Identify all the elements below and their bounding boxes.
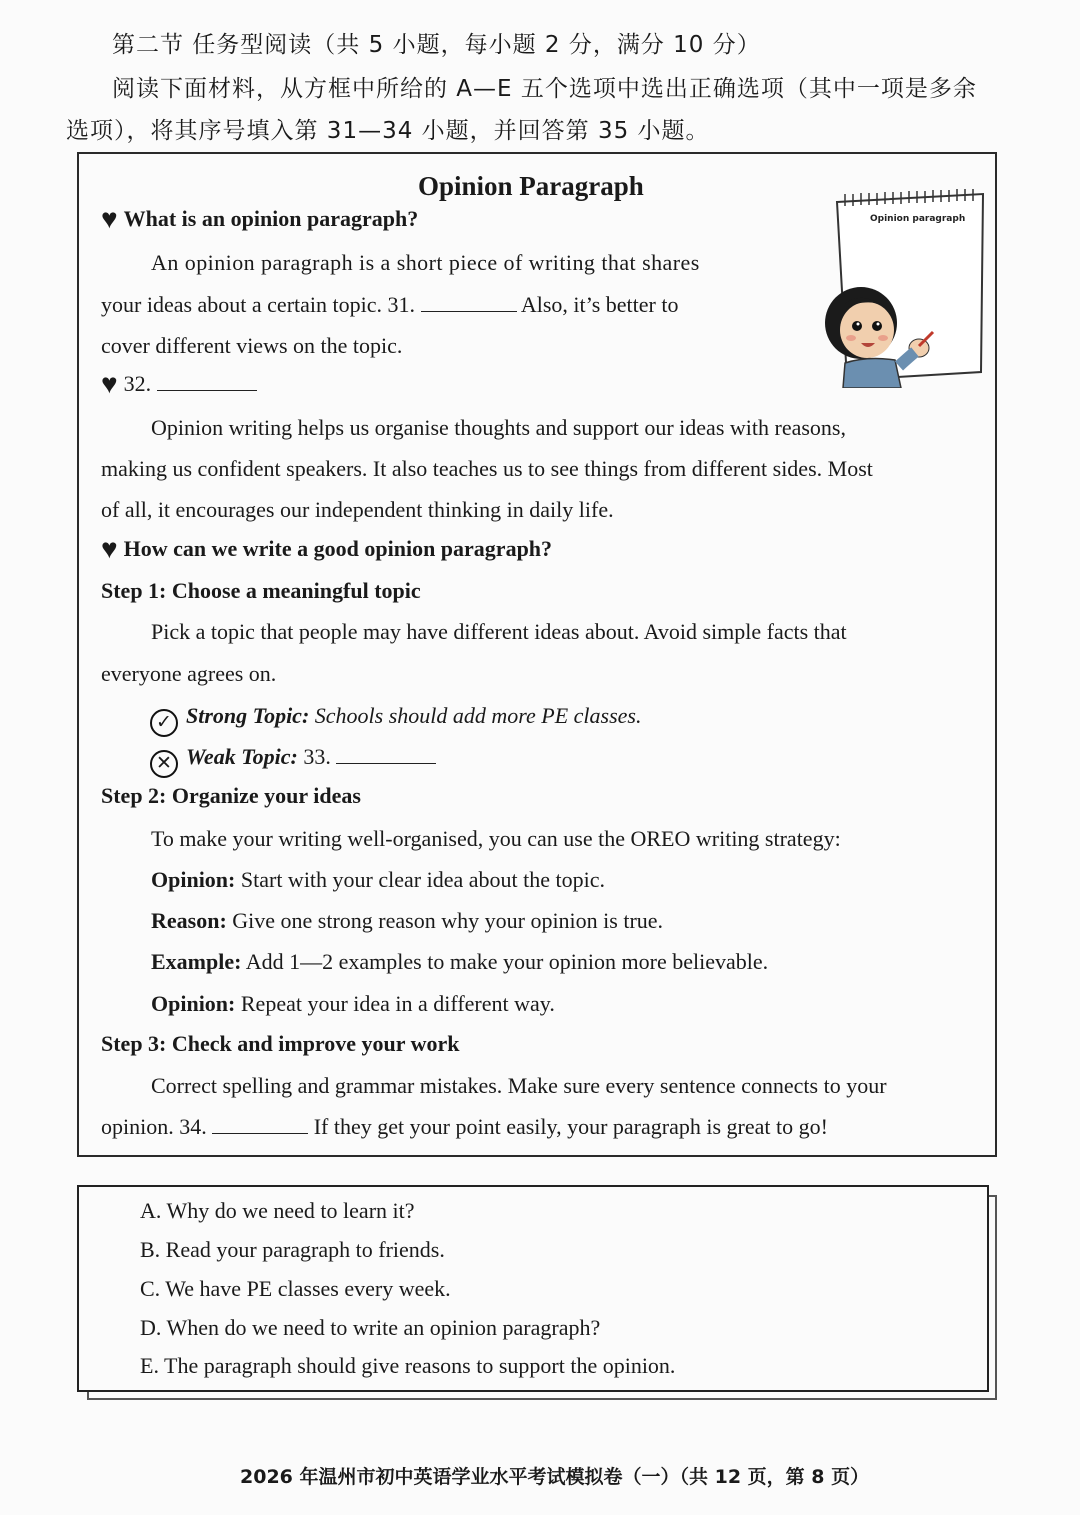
p2-line-3: of all, it encourages our independent thinking in daily life. [101,497,614,522]
strong-topic-label: Strong Topic: [186,703,310,728]
passage-title: Opinion Paragraph [418,171,644,201]
svg-text:Opinion paragraph: Opinion paragraph [870,214,966,224]
answer-blank-32[interactable] [157,372,257,391]
oreo-reason-row [151,908,663,934]
cross-circle-icon: ✕ [150,750,178,778]
q2-heading-text: 32. [123,371,152,396]
step1-line-1: Pick a topic that people may have different ideas about. Avoid simple facts that [151,619,847,644]
oreo-label: Example: [151,949,242,974]
oreo-text: Give one strong reason why your opinion is true. [232,908,664,933]
step3-label: Step 3: [101,1031,167,1056]
p2-line-2: making us confident speakers. It also teaches us to see things from different sides. Most [101,456,873,481]
weak-topic-label: Weak Topic: [186,744,298,769]
oreo-text: Add 1—2 examples to make your opinion more believable. [245,949,769,974]
option-a: A. Why do we need to learn it? [140,1198,415,1223]
p1-line-2-start: your ideas about a certain topic. 31. [101,292,416,317]
q2-heading [101,371,257,399]
oreo-label: Opinion: [151,867,236,892]
step2-intro: To make your writing well-organised, you can use the OREO writing strategy: [151,826,841,851]
heart-icon: ♥ [101,369,118,400]
step1-line-2: everyone agrees on. [101,661,277,686]
oreo-example-row [151,949,768,975]
check-circle-icon: ✓ [150,709,178,737]
option-d: D. When do we need to write an opinion paragraph? [140,1315,601,1340]
p1-line-2-end: Also, it’s better to [520,292,679,317]
step3-title: Check and improve your work [171,1031,460,1056]
step1-heading [101,578,421,604]
q1-heading [101,206,418,234]
oreo-text: Start with your clear idea about the topic. [240,867,605,892]
step1-title: Choose a meaningful topic [171,578,421,603]
p2-line-1: Opinion writing helps us organise thoughts and support our ideas with reasons, [151,415,846,440]
step1-label: Step 1: [101,578,167,603]
instructions-line-1: 阅读下面材料，从方框中所给的 A—E 五个选项中选出正确选项（其中一项是多余 [112,76,977,102]
step3-heading [101,1031,460,1057]
step3-line-2-start: opinion. 34. [101,1114,207,1139]
option-e: E. The paragraph should give reasons to support the opinion. [140,1353,676,1378]
step2-title: Organize your ideas [171,783,361,808]
p1-line-3: cover different views on the topic. [101,333,403,358]
weak-topic-row [150,744,436,778]
option-c: C. We have PE classes every week. [140,1276,451,1301]
q1-heading-text: What is an opinion paragraph? [123,206,419,231]
heart-icon: ♥ [101,204,118,235]
step3-line-2-end: If they get your point easily, your paragraph is great to go! [313,1114,828,1139]
step3-line-1: Correct spelling and grammar mistakes. Make sure every sentence connects to your [151,1073,887,1098]
instructions-line-2: 选项），将其序号填入第 31—34 小题，并回答第 35 小题。 [66,118,710,144]
step2-heading [101,783,361,809]
answer-blank-33[interactable] [336,745,436,764]
oreo-text: Repeat your idea in a different way. [240,991,555,1016]
oreo-label: Opinion: [151,991,236,1016]
weak-topic-number: 33. [303,744,331,769]
heart-icon: ♥ [101,534,118,565]
oreo-opinion-repeat-row [151,991,555,1017]
oreo-opinion-row [151,867,605,893]
page-footer: 2026 年温州市初中英语学业水平考试模拟卷（一）（共 12 页，第 8 页） [240,1466,870,1488]
answer-blank-34[interactable] [212,1115,308,1134]
step2-label: Step 2: [101,783,167,808]
answer-blank-31[interactable] [421,293,517,312]
p1-line-2 [101,292,678,318]
step3-line-2 [101,1114,828,1140]
girl-writing-illustration [815,188,987,388]
section-heading: 第二节 任务型阅读（共 5 小题，每小题 2 分，满分 10 分） [112,32,761,58]
strong-topic-text: Schools should add more PE classes. [314,703,642,728]
p1-line-1: An opinion paragraph is a short piece of writing that shares [151,250,700,275]
oreo-label: Reason: [151,908,227,933]
q3-heading-text: How can we write a good opinion paragraph? [123,536,553,561]
q3-heading [101,536,552,564]
option-b: B. Read your paragraph to friends. [140,1237,445,1262]
strong-topic-row [150,703,642,737]
